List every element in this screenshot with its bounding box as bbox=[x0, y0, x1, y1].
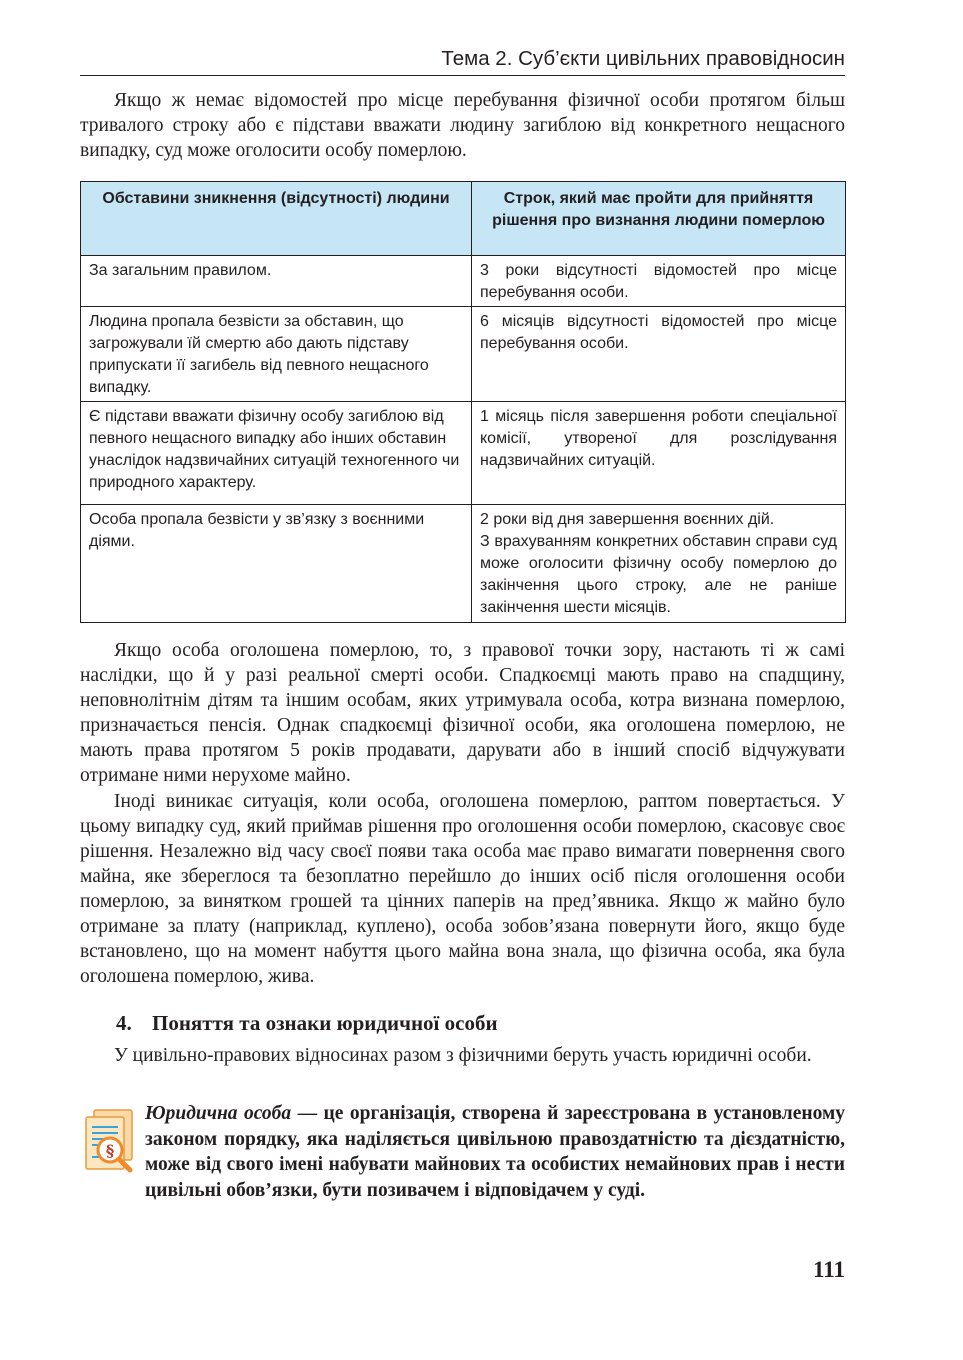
section-sign-glyph: § bbox=[105, 1141, 115, 1160]
definition-term: Юридична особа bbox=[145, 1103, 292, 1124]
table-cell-circumstance: Є підстави вважати фізичну особу загиблою від певного нещасного випадку або інших обставин унаслідок надзвичайних ситуацій техногенного чи природного характеру. bbox=[81, 402, 472, 505]
paragraph-consequences: Якщо особа оголошена померлою, то, з правової точки зору, настають ті ж самі наслідки, що й у разі реальної смерті особи. Спадкоємці мають право на спадщину, неповнолітнім дітям та іншим особам, яких утримувала особа, котра визнана померлою, призначається пенсія. Однак спадкоємці фізичної особи, яка оголошена померлою, не мають права протягом 5 років продавати, дарувати або в інший спосіб відчужувати отримане ними нерухоме майно. bbox=[80, 640, 845, 786]
table-cell-term: 3 роки відсутності відомостей про місце перебування особи. bbox=[472, 256, 846, 307]
table-cell-circumstance: Особа пропала безвісти у зв’язку з воєнними діями. bbox=[81, 505, 472, 623]
running-header: Тема 2. Суб’єкти цивільних правовідносин bbox=[80, 45, 845, 76]
table-row bbox=[81, 307, 846, 402]
document-magnifier-icon bbox=[80, 1108, 136, 1174]
table-row bbox=[81, 402, 846, 505]
paragraph-legal-entities: У цивільно-правових відносинах разом з фізичними беруть участь юридичні особи. bbox=[114, 1045, 812, 1066]
page-number: 111 bbox=[813, 1257, 845, 1282]
table-cell-term: 1 місяць після завершення роботи спеціальної комісії, утвореної для розслідування надзвичайних ситуацій. bbox=[472, 402, 846, 505]
table-header-term: Строк, який має пройти для прийняття рішення про визнання людини померлою bbox=[472, 182, 846, 256]
section-heading bbox=[116, 1008, 498, 1038]
table-row bbox=[81, 256, 846, 307]
term-main: 2 роки від дня завершення воєнних дій. bbox=[480, 511, 775, 528]
paragraph-intro: Якщо ж немає відомостей про місце перебування фізичної особи протягом більш тривалого строку або є підстави вважати людину загиблою від конкретного нещасного випадку, суд може оголосити особу померлою. bbox=[80, 90, 845, 161]
definition-text: це організація, створена й зареєстрована в установленому законом порядку, яка наділяється цивільною правоздатністю та дієздатністю, може від свого імені набувати майнових та особистих немайнових прав і нести цивільні обов’язки, бути позивачем і відповідачем у суді. bbox=[145, 1103, 846, 1201]
table-cell-circumstance: Людина пропала безвісти за обставин, що загрожували їй смертю або дають підставу припускати її загибель від певного нещасного випадку. bbox=[81, 307, 472, 402]
table-header-circumstances: Обставини зникнення (відсутності) людини bbox=[81, 182, 472, 256]
definition-dash: — bbox=[291, 1103, 324, 1124]
table-cell-circumstance: За загальним правилом. bbox=[81, 256, 472, 307]
table-header-row bbox=[81, 182, 846, 256]
paragraph-return: Іноді виникає ситуація, коли особа, оголошена померлою, раптом повертається. У цьому випадку суд, який приймав рішення про оголошення особи померлою, скасовує своє рішення. Незалежно від часу своєї появи така особа має право вимагати повернення свого майна, яке збереглося та безоплатно перейшло до інших осіб після оголошення особи померлою, за винятком грошей та цінних паперів на пред’явника. Якщо ж майно було отримане за плату (наприклад, куплено), особа зобов’язана повернути його, якщо буде встановлено, що на момент набуття цього майна вона знала, що фізична особа, яка була оголошена померлою, жива. bbox=[80, 791, 845, 987]
declaration-of-death-table bbox=[80, 181, 846, 623]
table-cell-term bbox=[472, 505, 846, 623]
section-title-text: Поняття та ознаки юридичної особи bbox=[152, 1011, 498, 1035]
table-cell-term: 6 місяців відсутності відомостей про місце перебування особи. bbox=[472, 307, 846, 402]
term-extra: З врахуванням конкретних обставин справи суд може оголосити фізичну особу померлою до закінчення цього строку, але не раніше закінчення шести місяців. bbox=[480, 533, 837, 616]
table-row bbox=[81, 505, 846, 623]
definition-legal-entity bbox=[145, 1101, 845, 1203]
section-number: 4. bbox=[116, 1011, 132, 1035]
